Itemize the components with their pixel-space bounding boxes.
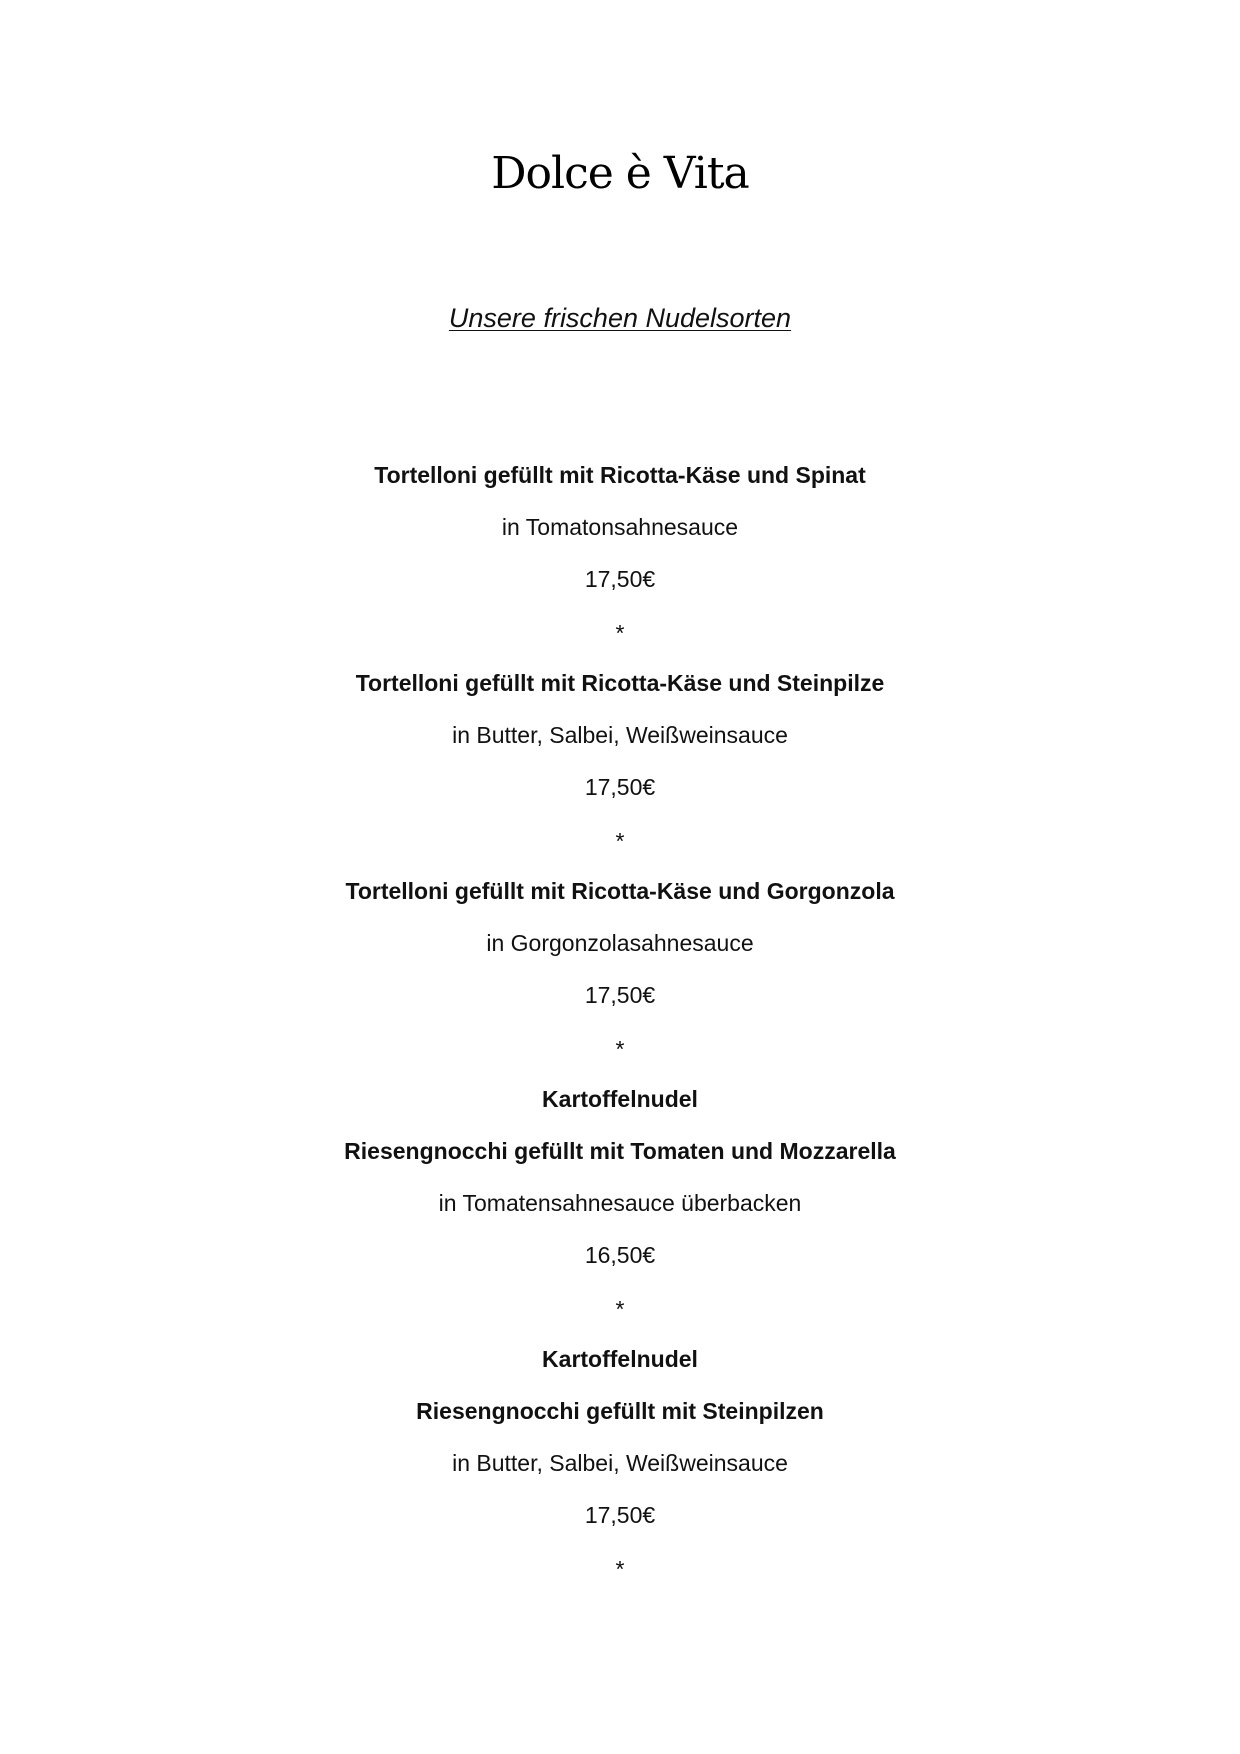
section-subtitle: Unsere frischen Nudelsorten bbox=[448, 303, 792, 333]
menu-item-category: Kartoffelnudel bbox=[542, 1346, 698, 1372]
menu-item-price: 17,50€ bbox=[584, 774, 656, 800]
menu-item-name: Tortelloni gefüllt mit Ricotta-Käse und Steinpilze bbox=[355, 670, 885, 696]
menu-item-name: Tortelloni gefüllt mit Ricotta-Käse und Spinat bbox=[374, 462, 866, 488]
menu-item-description: in Butter, Salbei, Weißweinsauce bbox=[452, 722, 788, 748]
restaurant-title: Dolce è Vita bbox=[491, 148, 749, 199]
separator: * bbox=[615, 1036, 625, 1062]
separator: * bbox=[615, 620, 625, 646]
separator: * bbox=[615, 828, 625, 854]
menu-item-description: in Tomatonsahnesauce bbox=[501, 514, 739, 540]
separator: * bbox=[615, 1296, 625, 1322]
menu-item-name: Riesengnocchi gefüllt mit Steinpilzen bbox=[416, 1398, 824, 1424]
menu-item-price: 17,50€ bbox=[584, 982, 656, 1008]
menu-item-description: in Gorgonzolasahnesauce bbox=[486, 930, 754, 956]
separator: * bbox=[615, 1556, 625, 1582]
menu-item-description: in Butter, Salbei, Weißweinsauce bbox=[452, 1450, 788, 1476]
menu-item-price: 16,50€ bbox=[584, 1242, 656, 1268]
menu-item-price: 17,50€ bbox=[584, 1502, 656, 1528]
menu-item-description: in Tomatensahnesauce überbacken bbox=[438, 1190, 802, 1216]
menu-item-price: 17,50€ bbox=[584, 566, 656, 592]
menu-item-name: Riesengnocchi gefüllt mit Tomaten und Mozzarella bbox=[344, 1138, 896, 1164]
menu-item-name: Tortelloni gefüllt mit Ricotta-Käse und Gorgonzola bbox=[345, 878, 895, 904]
menu-item-category: Kartoffelnudel bbox=[542, 1086, 698, 1112]
